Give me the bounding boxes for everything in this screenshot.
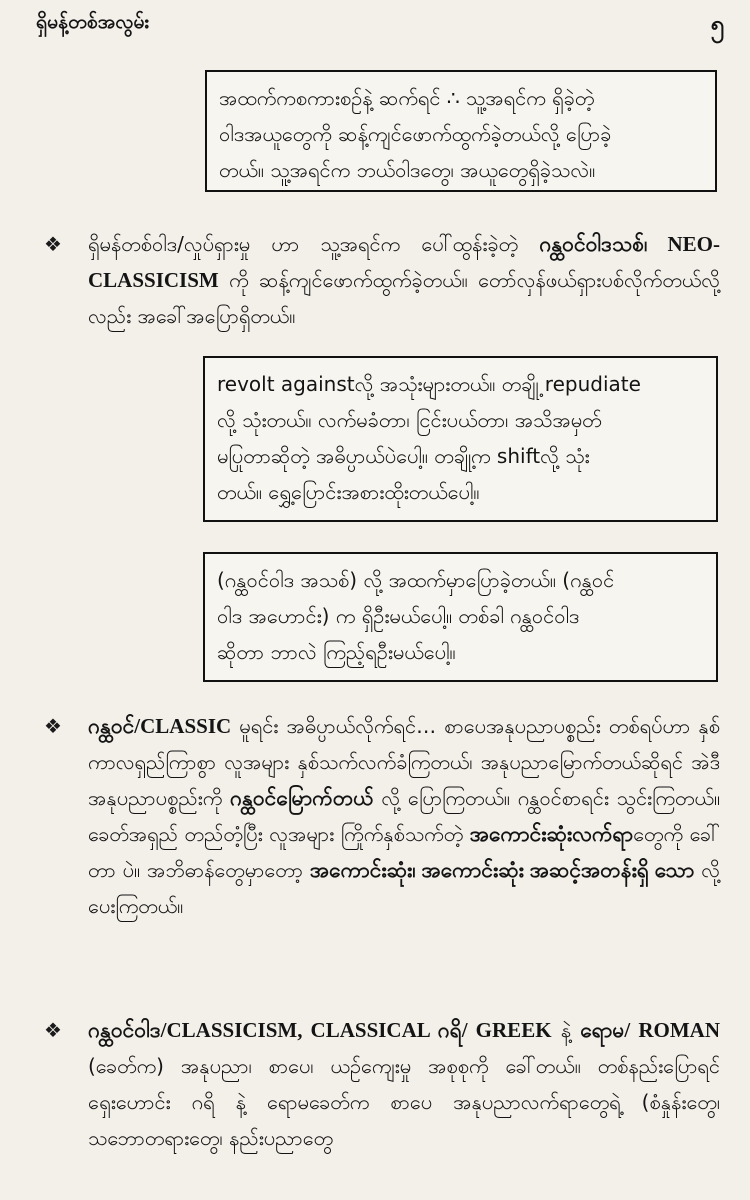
note-line: ဝါဒအယူတွေကို ဆန့်ကျင်ဖောက်ထွက်ခဲ့တယ်လို့ ပြောခဲ့ <box>219 122 612 146</box>
page-number: ၅ <box>710 10 724 38</box>
diamond-bullet-icon: ❖ <box>44 714 62 738</box>
paragraph-text <box>88 1012 720 1156</box>
bold-term: ရောမ/ ROMAN <box>580 1018 720 1042</box>
bold-term: ဂန္ထဝင်ဝါဒ/CLASSICISM, CLASSICAL ဂရိ/ GREEK <box>88 1018 552 1042</box>
diamond-bullet-icon: ❖ <box>44 1018 62 1042</box>
text-run: တွေကို ခေါ်တာ ပဲ။ အဘိဓာန်တွေမှာတော့ <box>88 822 720 882</box>
note-line: မပြုတာဆိုတဲ့ အဓိပ္ပာယ်ပဲပေါ့။ တချို့က shiftလို့ သုံး <box>217 444 590 468</box>
text-run: ရှိမန်တစ်ဝါဒ/လှုပ်ရှားမှု ဟာ သူ့အရင်က ပေါ်ထွန်းခဲ့တဲ့ <box>88 232 540 256</box>
note-box-2 <box>203 356 718 522</box>
note-line: တယ်။ ရွှေ့ပြောင်းအစားထိုးတယ်ပေါ့။ <box>217 480 480 504</box>
text-run: (ခေတ်က) အနုပညာ၊ စာပေ၊ ယဉ်ကျေးမှု အစုစုကို ခေါ်တယ်။ တစ်နည်းပြောရင် ရှေးဟောင်း ဂရိ နဲ့ ရောမခေတ်က စာပေ အနုပညာလက်ရာတွေရဲ့ (စံနှုန်းတွေ၊ သဘောတရားတွေ၊ နည်းပညာတွေ <box>88 1054 720 1150</box>
text-run: မူရင်း အဓိပ္ပာယ်လိုက်ရင်… စာပေအနုပညာပစ္စည်း တစ်ရပ်ဟာ နှစ်ကာလရှည်ကြာစွာ လူအများ နှစ်သက်လက်ခံကြတယ်၊ အနုပညာမြောက်တယ်ဆိုရင် အဲဒီ အနုပညာပစ္စည်းကို <box>88 714 720 810</box>
paragraph-text <box>88 226 720 334</box>
bold-term: ဂန္ထဝင်ဝါဒသစ်၊ NEO-CLASSICISM <box>88 232 720 292</box>
text-run: ကို ဆန့်ကျင်ဖောက်ထွက်ခဲ့တယ်။ တော်လှန်ဖယ်ရှားပစ်လိုက်တယ်လို့လည်း အခေါ်အပြောရှိတယ်။ <box>88 268 720 328</box>
text-run: လို့ ပြောကြတယ်။ ဂန္ထဝင်စာရင်း သွင်းကြတယ်။ ခေတ်အရှည် တည်တံ့ပြီး လူအများ ကြိုက်နှစ်သက်တဲ့ <box>88 786 721 846</box>
bold-term: ဂန္ထဝင်မြောက်တယ် <box>230 786 374 810</box>
bold-term: ဂန္ထဝင်/CLASSIC <box>88 714 232 738</box>
note-box-3 <box>203 552 718 682</box>
bullet-paragraph-1 <box>44 226 720 334</box>
paragraph-text <box>88 708 720 924</box>
note-line: တယ်။ သူ့အရင်က ဘယ်ဝါဒတွေ၊ အယူတွေရှိခဲ့သလဲ။ <box>219 158 596 182</box>
text-run: လို့ ပေးကြတယ်။ <box>88 858 720 918</box>
bold-term: အကောင်းဆုံးလက်ရာ <box>469 822 634 846</box>
header-title: ရှိမန့်တစ်အလွမ်း <box>36 11 150 33</box>
diamond-bullet-icon: ❖ <box>44 232 62 256</box>
note-line: (ဂန္ထဝင်ဝါဒ အသစ်) လို့ အထက်မှာပြောခဲ့တယ်။ (ဂန္ထဝင် <box>217 568 615 592</box>
bold-term: အကောင်းဆုံး၊ အကောင်းဆုံး အဆင့်အတန်းရှိ သော <box>309 858 695 882</box>
note-line: အထက်ကစကားစဉ်နဲ့ ဆက်ရင် ∴ သူ့အရင်က ရှိခဲ့တဲ့ <box>219 86 595 110</box>
note-line: ဆိုတာ ဘာလဲ ကြည့်ရဦးမယ်ပေါ့။ <box>217 640 456 664</box>
note-line: လို့ သုံးတယ်။ လက်မခံတာ၊ ငြင်းပယ်တာ၊ အသိအမှတ် <box>217 408 602 432</box>
note-box-1 <box>205 70 717 192</box>
note-line: ဝါဒ အဟောင်း) က ရှိဦးမယ်ပေါ့။ တစ်ခါ ဂန္ထဝင်ဝါဒ <box>217 604 580 628</box>
note-line: revolt againstလို့ အသုံးများတယ်။ တချို့ repudiate <box>217 372 641 396</box>
text-run: နဲ့ <box>551 1018 581 1042</box>
bullet-paragraph-3 <box>44 1012 720 1156</box>
bullet-paragraph-2 <box>44 708 721 924</box>
